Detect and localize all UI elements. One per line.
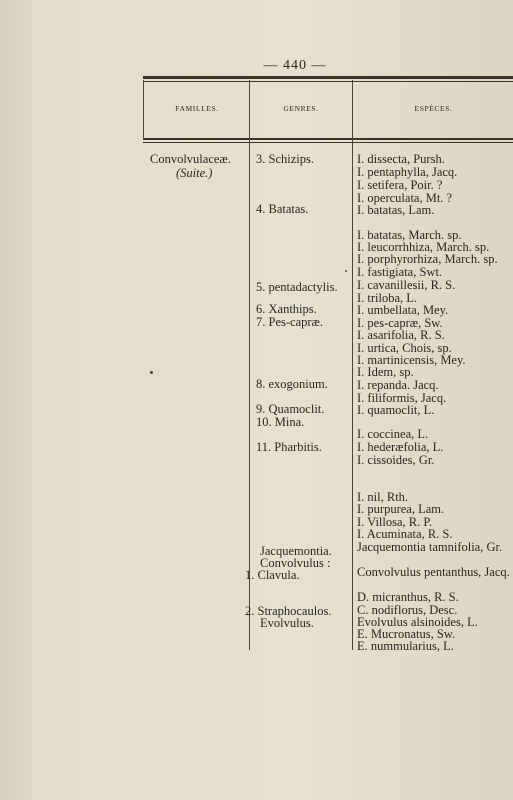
espece-item: I. pes-capræ, Sw. (357, 316, 443, 330)
espece-item: I. dissecta, Pursh. (357, 152, 445, 166)
espece-item: I. triloba, L. (357, 291, 418, 305)
espece-item: I. cissoides, Gr. (357, 453, 435, 467)
espece-item: I. leucorrhhiza, March. sp. (357, 240, 490, 254)
espece-item: I. purpurea, Lam. (357, 502, 445, 516)
genre-item: 5. pentadactylis. (256, 280, 338, 294)
espece-item: I. Acuminata, R. S. (357, 527, 453, 541)
top-rule-thin (143, 81, 513, 82)
espece-item: I. filiformis, Jacq. (357, 391, 447, 405)
top-rule-thick (143, 76, 513, 79)
genre-item: 9. Quamoclit. (256, 402, 325, 416)
espece-item: D. micranthus, R. S. (357, 590, 459, 604)
header-rule-thick (143, 138, 513, 140)
col-divider-2 (352, 80, 353, 650)
header-especes: ESPÈCES. (414, 104, 453, 113)
espece-item: C. nodiflorus, Desc. (357, 603, 458, 617)
genre-item: 11. Pharbitis. (256, 440, 322, 454)
espece-item: E. nummularius, L. (357, 639, 454, 653)
genre-item: 2. Straphocaulos. (245, 604, 332, 618)
genre-item: 6. Xanthips. (256, 302, 317, 316)
header-genres: GENRES. (283, 104, 319, 113)
genre-item: 10. Mina. (256, 415, 305, 429)
espece-item: I. Villosa, R. P. (357, 515, 433, 529)
genre-item: Evolvulus. (260, 616, 314, 630)
espece-item: I. setifera, Poir. ? (357, 178, 443, 192)
espece-item: I. coccinea, L. (357, 427, 429, 441)
genre-item: Convolvulus : (260, 556, 331, 570)
genre-item: 8. exogonium. (256, 377, 328, 391)
espece-item: I. operculata, Mt. ? (357, 191, 453, 205)
espece-item: I. nil, Rth. (357, 490, 409, 504)
espece-item: I. asarifolia, R. S. (357, 328, 445, 342)
espece-item: I. fastigiata, Swt. (357, 265, 443, 279)
genre-item: 1. Clavula. (245, 568, 300, 582)
genre-item: 3. Schizips. (256, 152, 314, 166)
espece-item: Jacquemontia tamnifolia, Gr. (357, 540, 503, 554)
espece-item: I. batatas, March. sp. (357, 228, 462, 242)
genre-item: 7. Pes-capræ. (256, 315, 323, 329)
espece-item: I. Idem, sp. (357, 365, 414, 379)
espece-item: I. martinicensis, Mey. (357, 353, 466, 367)
page-number: — 440 — (263, 58, 327, 73)
espece-item: I. urtica, Chois, sp. (357, 341, 452, 355)
famille-name: Convolvulaceæ. (150, 152, 231, 166)
header-familles: FAMILLES. (175, 104, 219, 113)
espece-item: Convolvulus pentanthus, Jacq. (357, 565, 510, 579)
genre-item: Jacquemontia. (260, 544, 332, 558)
espece-item: I. quamoclit, L. (357, 403, 435, 417)
ink-speck (150, 371, 153, 374)
espece-item: I. cavanillesii, R. S. (357, 278, 456, 292)
espece-item: I. batatas, Lam. (357, 203, 435, 217)
espece-item: I. pentaphylla, Jacq. (357, 165, 458, 179)
espece-item: Evolvulus alsinoides, L. (357, 615, 478, 629)
header-rule-thin (143, 142, 513, 143)
espece-item: I. hederæfolia, L. (357, 440, 444, 454)
espece-item: E. Mucronatus, Sw. (357, 627, 456, 641)
left-border (143, 80, 144, 140)
genre-item: 4. Batatas. (256, 202, 309, 216)
ink-speck (345, 270, 347, 272)
famille-suite: (Suite.) (176, 166, 213, 180)
espece-item: I. umbellata, Mey. (357, 303, 449, 317)
col-divider-1 (249, 80, 250, 650)
espece-item: I. repanda. Jacq. (357, 378, 439, 392)
espece-item: I. porphyrorhiza, March. sp. (357, 252, 498, 266)
